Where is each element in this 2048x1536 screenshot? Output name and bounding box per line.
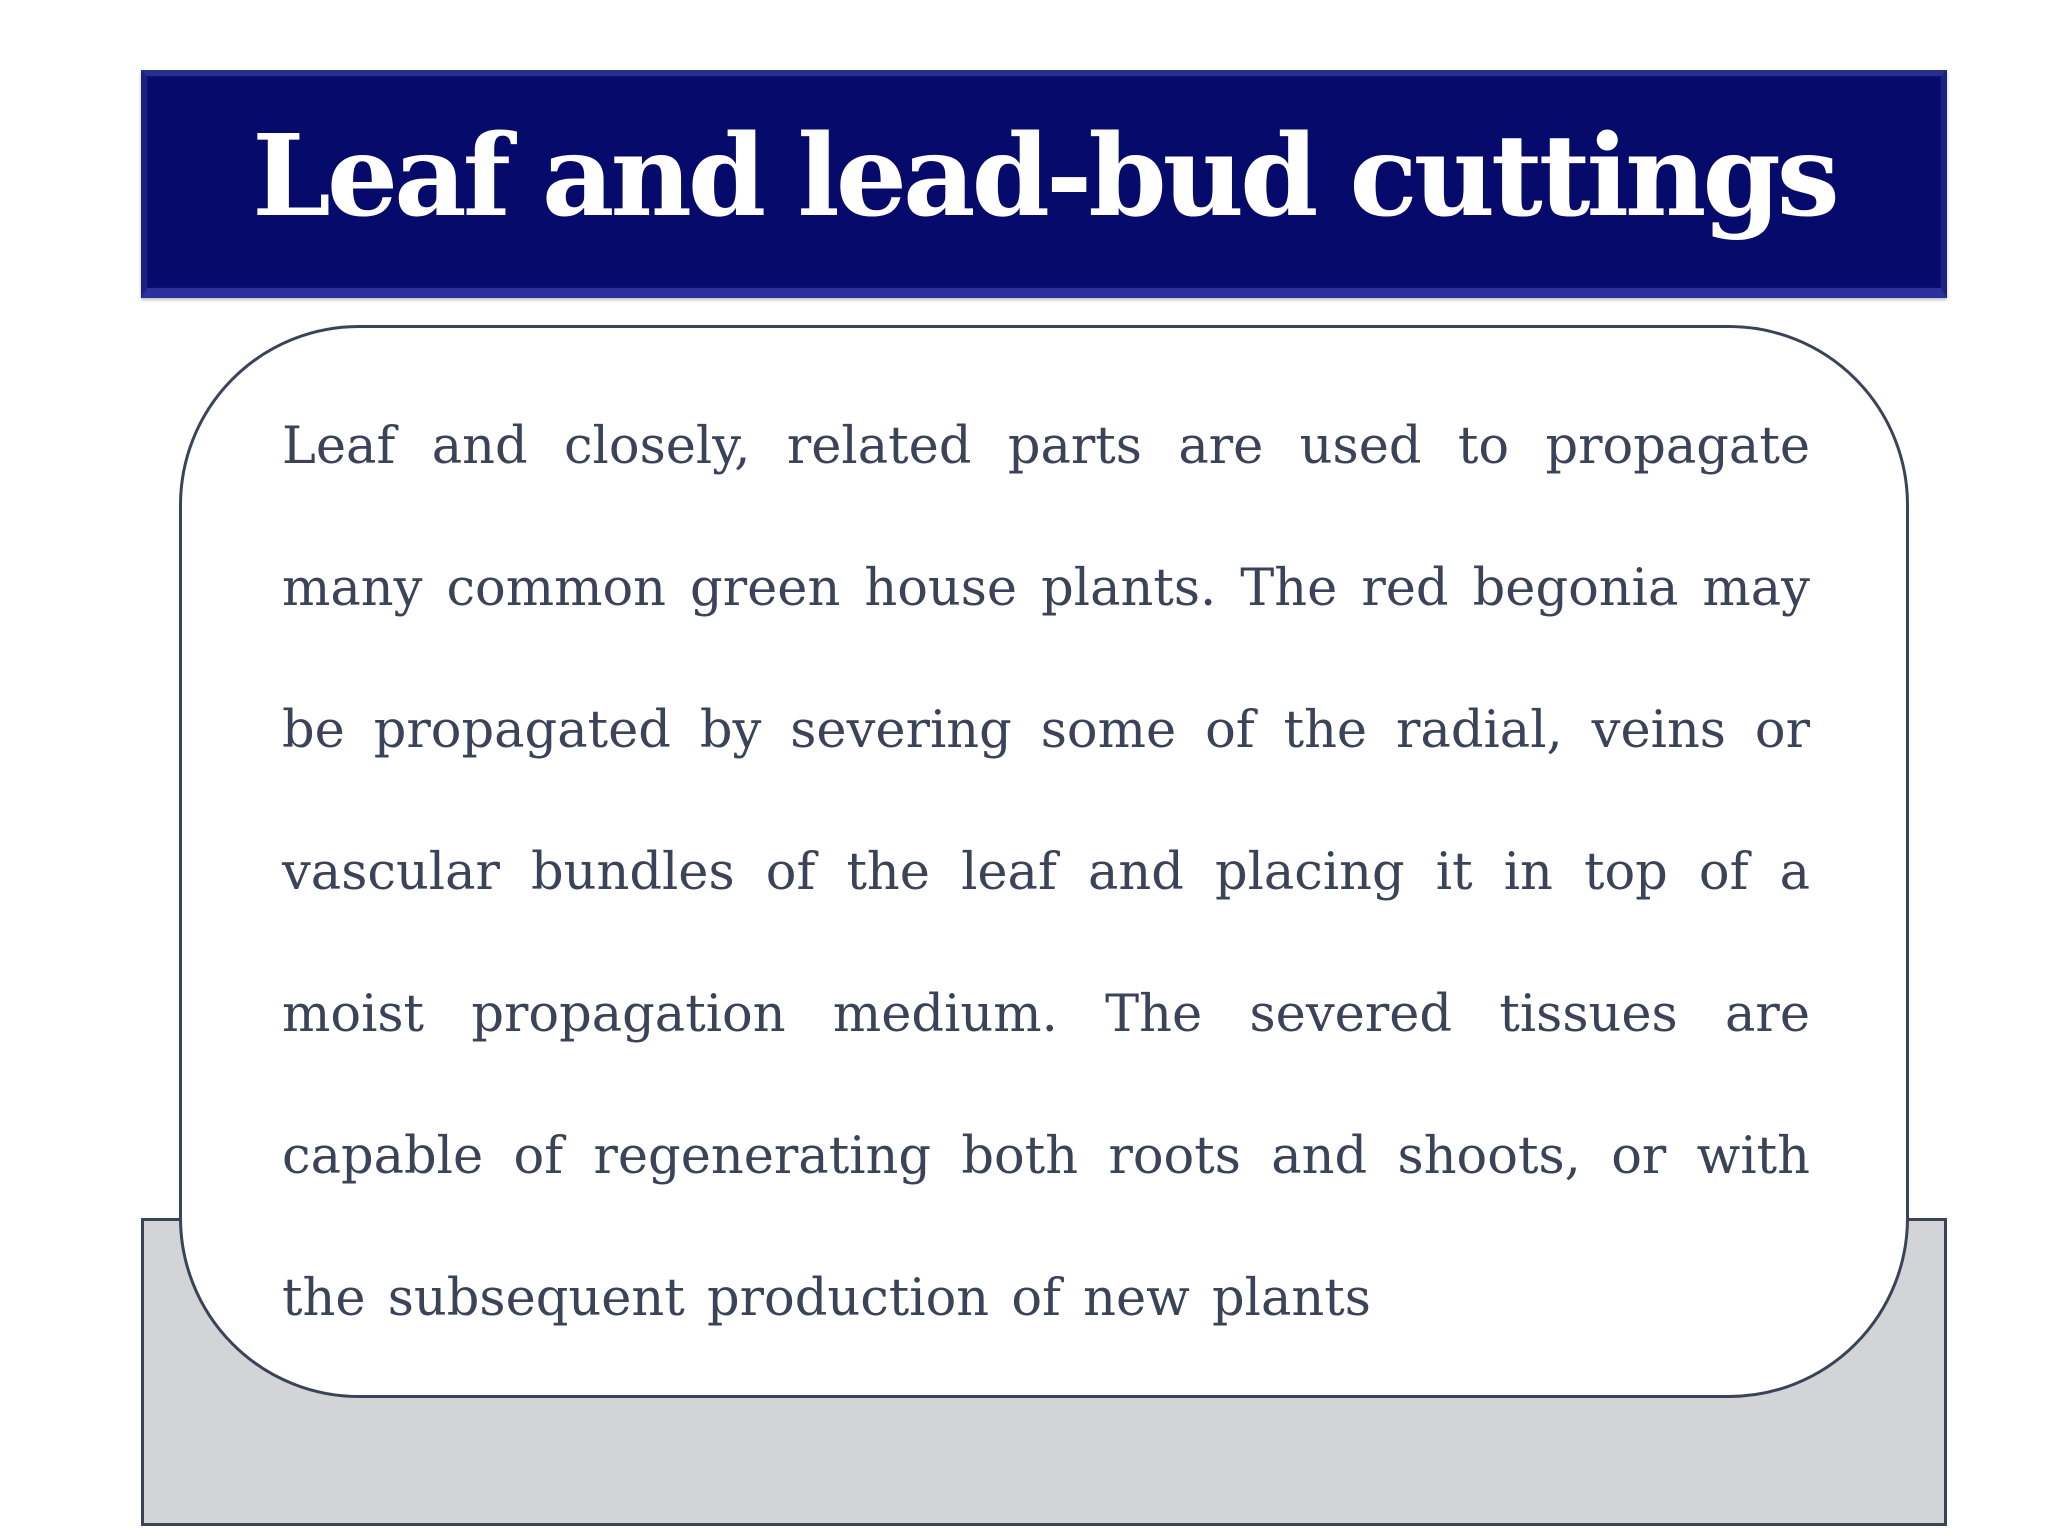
content-card xyxy=(179,325,1909,1398)
slide-title: Leaf and lead-bud cuttings xyxy=(252,111,1836,242)
title-banner xyxy=(141,70,1947,298)
body-text: Leaf and closely, related parts are used to propagate many common green house plants. The red begonia may be propagated by severing some of the radial, veins or vascular bundles of the leaf and placing it in top of a moist propagation medium. The severed tissues are capable of regenerating both roots and shoots, or with the subsequent production of new plants xyxy=(282,417,1810,1328)
